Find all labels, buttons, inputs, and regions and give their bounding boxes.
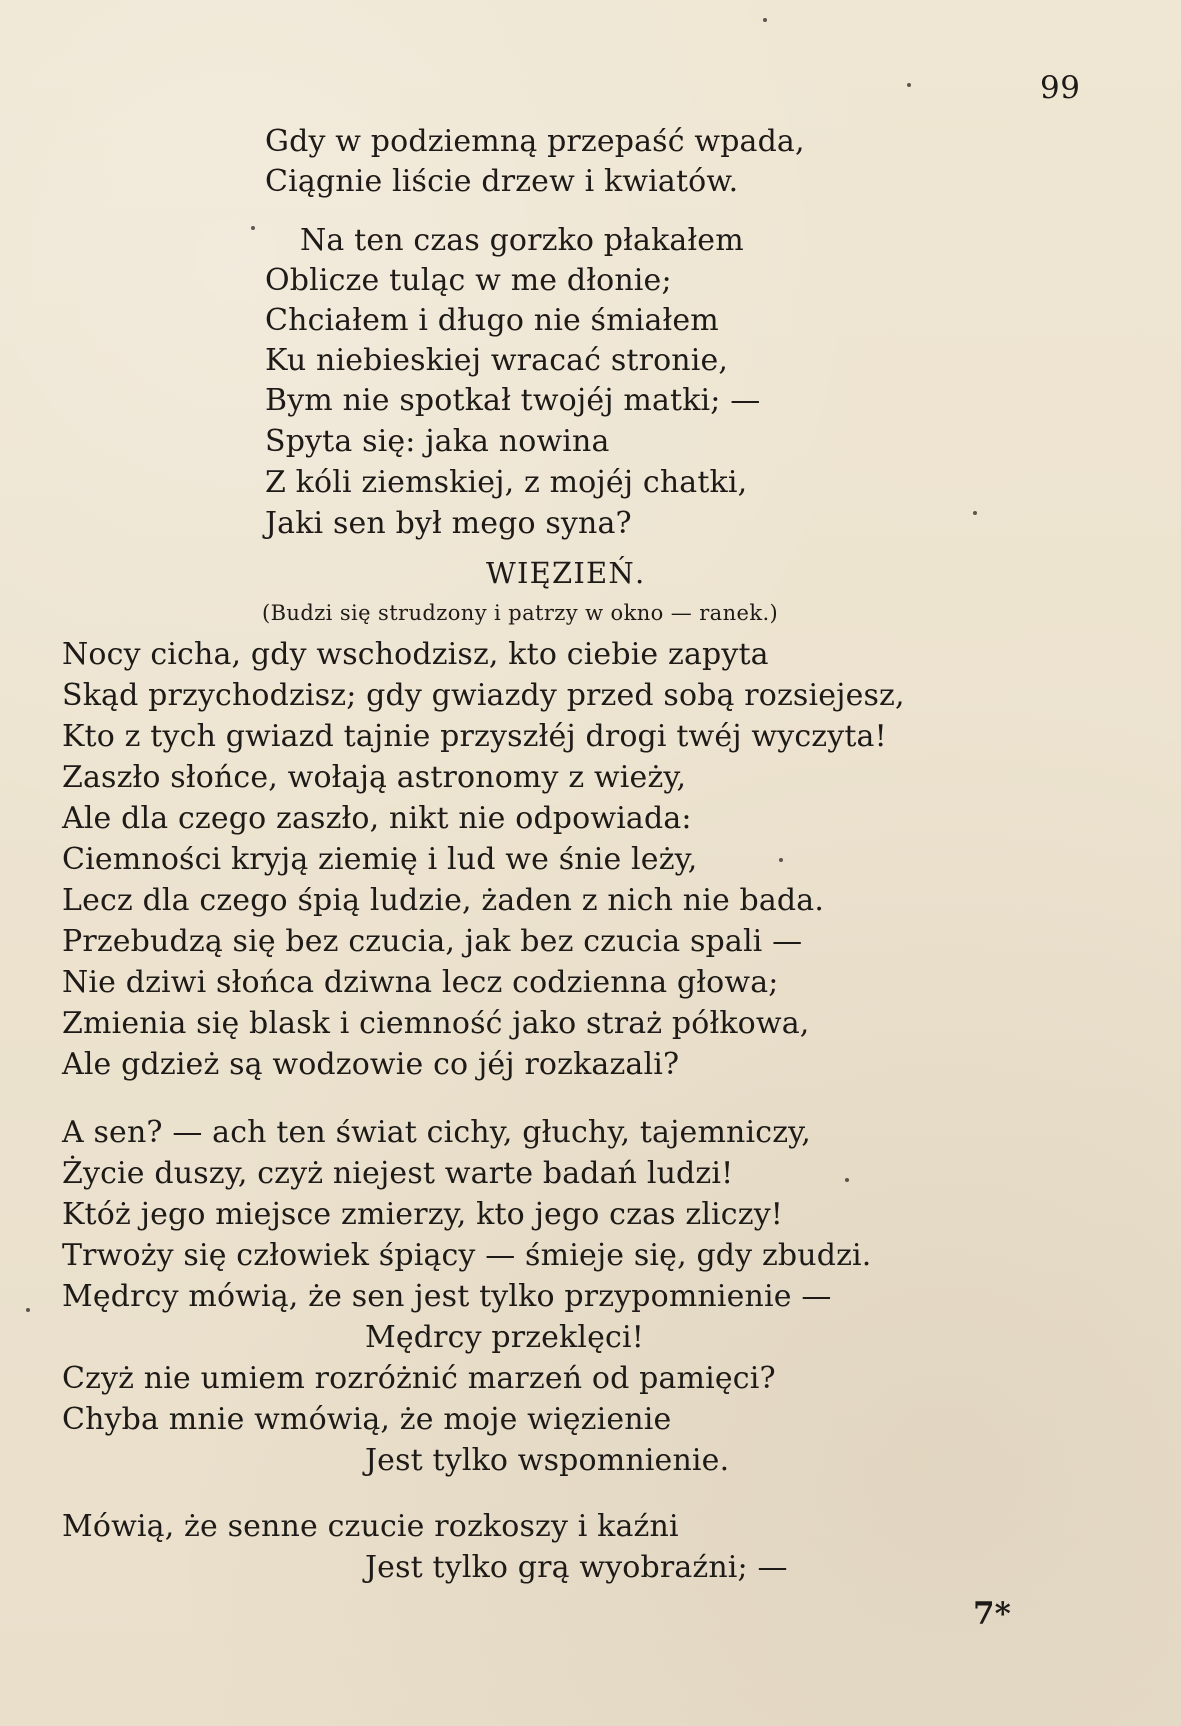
verse-line: Któż jego miejsce zmierzy, kto jego czas zliczy! bbox=[62, 1197, 784, 1232]
verse-line: Chciałem i długo nie śmiałem bbox=[265, 303, 719, 338]
verse-line: A sen? — ach ten świat cichy, głuchy, tajemniczy, bbox=[62, 1115, 811, 1150]
verse-line: Ciągnie liście drzew i kwiatów. bbox=[265, 164, 739, 199]
ink-speck bbox=[779, 858, 783, 862]
verse-line: Trwoży się człowiek śpiący — śmieje się, gdy zbudzi. bbox=[62, 1238, 872, 1273]
verse-line: Jest tylko grą wyobraźni; — bbox=[365, 1550, 788, 1585]
verse-line: Ku niebieskiej wracać stronie, bbox=[265, 343, 729, 378]
section-title: WIĘZIEŃ. bbox=[486, 556, 646, 590]
verse-line: Chyba mnie wmówią, że moje więzienie bbox=[62, 1402, 672, 1437]
ink-speck bbox=[845, 1178, 849, 1182]
verse-line: Mędrcy mówią, że sen jest tylko przypomnienie — bbox=[62, 1279, 832, 1314]
verse-line: Ciemności kryją ziemię i lud we śnie leży, bbox=[62, 842, 698, 877]
stage-direction: (Budzi się strudzony i patrzy w okno — ranek.) bbox=[262, 601, 779, 625]
verse-line: Oblicze tuląc w me dłonie; bbox=[265, 263, 672, 298]
verse-line: Gdy w podziemną przepaść wpada, bbox=[265, 124, 805, 159]
verse-line: Nocy cicha, gdy wschodzisz, kto ciebie zapyta bbox=[62, 637, 769, 672]
verse-line: Życie duszy, czyż niejest warte badań ludzi! bbox=[62, 1156, 734, 1191]
verse-line: Jest tylko wspomnienie. bbox=[365, 1443, 730, 1478]
verse-line: Przebudzą się bez czucia, jak bez czucia spali — bbox=[62, 924, 803, 959]
verse-line: Bym nie spotkał twojéj matki; — bbox=[265, 383, 761, 418]
ink-speck bbox=[251, 226, 255, 230]
signature-mark: 7* bbox=[973, 1596, 1011, 1632]
verse-line: Czyż nie umiem rozróżnić marzeń od pamięci? bbox=[62, 1361, 776, 1396]
verse-line: Jaki sen był mego syna? bbox=[265, 506, 632, 541]
verse-line: Z kóli ziemskiej, z mojéj chatki, bbox=[265, 465, 748, 500]
verse-line: Nie dziwi słońca dziwna lecz codzienna głowa; bbox=[62, 965, 779, 1000]
ink-speck bbox=[26, 1308, 30, 1312]
verse-line: Zaszło słońce, wołają astronomy z wieży, bbox=[62, 760, 687, 795]
page-number: 99 bbox=[1040, 70, 1081, 106]
verse-line: Lecz dla czego śpią ludzie, żaden z nich nie bada. bbox=[62, 883, 825, 918]
verse-line: Mędrcy przeklęci! bbox=[365, 1320, 644, 1355]
verse-line: Kto z tych gwiazd tajnie przyszłéj drogi twéj wyczyta! bbox=[62, 719, 887, 754]
verse-line: Skąd przychodzisz; gdy gwiazdy przed sobą rozsiejesz, bbox=[62, 678, 905, 713]
ink-speck bbox=[973, 511, 977, 515]
ink-speck bbox=[763, 18, 767, 22]
verse-line: Zmienia się blask i ciemność jako straż półkowa, bbox=[62, 1006, 810, 1041]
verse-line: Spyta się: jaka nowina bbox=[265, 424, 610, 459]
verse-line: Na ten czas gorzko płakałem bbox=[300, 223, 744, 258]
verse-line: Ale gdzież są wodzowie co jéj rozkazali? bbox=[62, 1047, 680, 1082]
verse-line: Mówią, że senne czucie rozkoszy i kaźni bbox=[62, 1509, 679, 1544]
verse-line: Ale dla czego zaszło, nikt nie odpowiada: bbox=[62, 801, 692, 836]
ink-speck bbox=[907, 83, 911, 87]
